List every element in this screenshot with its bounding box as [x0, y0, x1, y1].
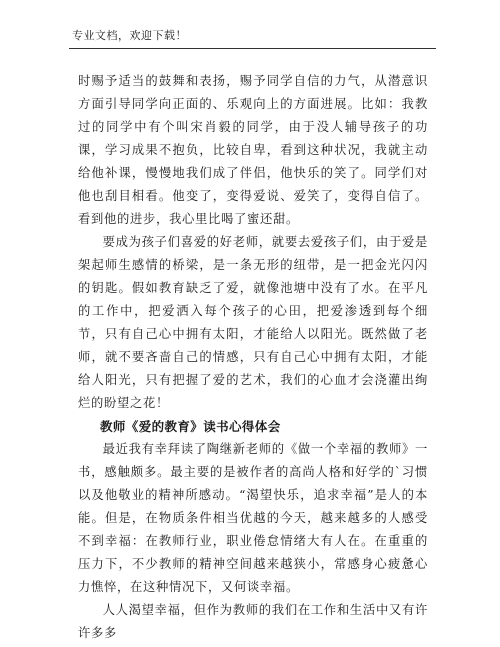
paragraph-love-education: 要成为孩子们喜爱的好老师，就要去爱孩子们，由于爱是架起师生感情的桥梁，是一条无形的纽带，是一把金光闪闪的钥匙。假如教育缺乏了爱，就像池塘中没有了水。在平凡的工作中，把爱洒入每个孩子的心田，把爱渗透到每个细节，只有自己心中拥有太阳，才能给人以阳光。既然做了老师，就不要吝啬自己的情感，只有自己心中拥有太阳，才能给人阳光，只有把握了爱的艺术，我们的心血才会浇灌出绚烂的盼望之花！ [78, 235, 428, 410]
paragraph-continued: 时赐予适当的鼓舞和表扬，赐予同学自信的力气，从潜意识方面引导同学向正面的、乐观向上的方面进展。比如：我教过的同学中有个叫宋肖毅的同学，由于没人辅导孩子的功课，学习成果不抱负，比较自卑，看到这种状况，我就主动给他补课，慢慢地我们成了伴侣，他快乐的笑了。同学们对他也刮目相看。他变了，变得爱说、爱笑了，变得自信了。看到他的进步，我心里比喝了蜜还甜。 [78, 74, 428, 226]
paragraph-happiness: 人人渴望幸福，但作为教师的我们在工作和生活中又有许许多多 [78, 603, 428, 640]
document-body [78, 70, 428, 645]
header-text: 专业文档，欢迎下载！ [72, 29, 187, 42]
paragraph-reading-reflection: 最近我有幸拜读了陶继新老师的《做一个幸福的教师》一书，感触颇多。最主要的是被作者的高尚人格和好学的`习惯以及他敬业的精神所感动。“渴望快乐，追求幸福”是人的本能。但是，在物质条件相当优越的今天，越来越多的人感受不到幸福：在教师行业，职业倦怠情绪大有人在。在重重的压力下，不少教师的精神空间越来越狭小，常感身心疲惫心力憔悴，在这种情况下，又何谈幸福。 [78, 442, 428, 594]
section-heading: 教师《爱的教育》读书心得体会 [100, 419, 281, 434]
page-header [69, 26, 436, 49]
